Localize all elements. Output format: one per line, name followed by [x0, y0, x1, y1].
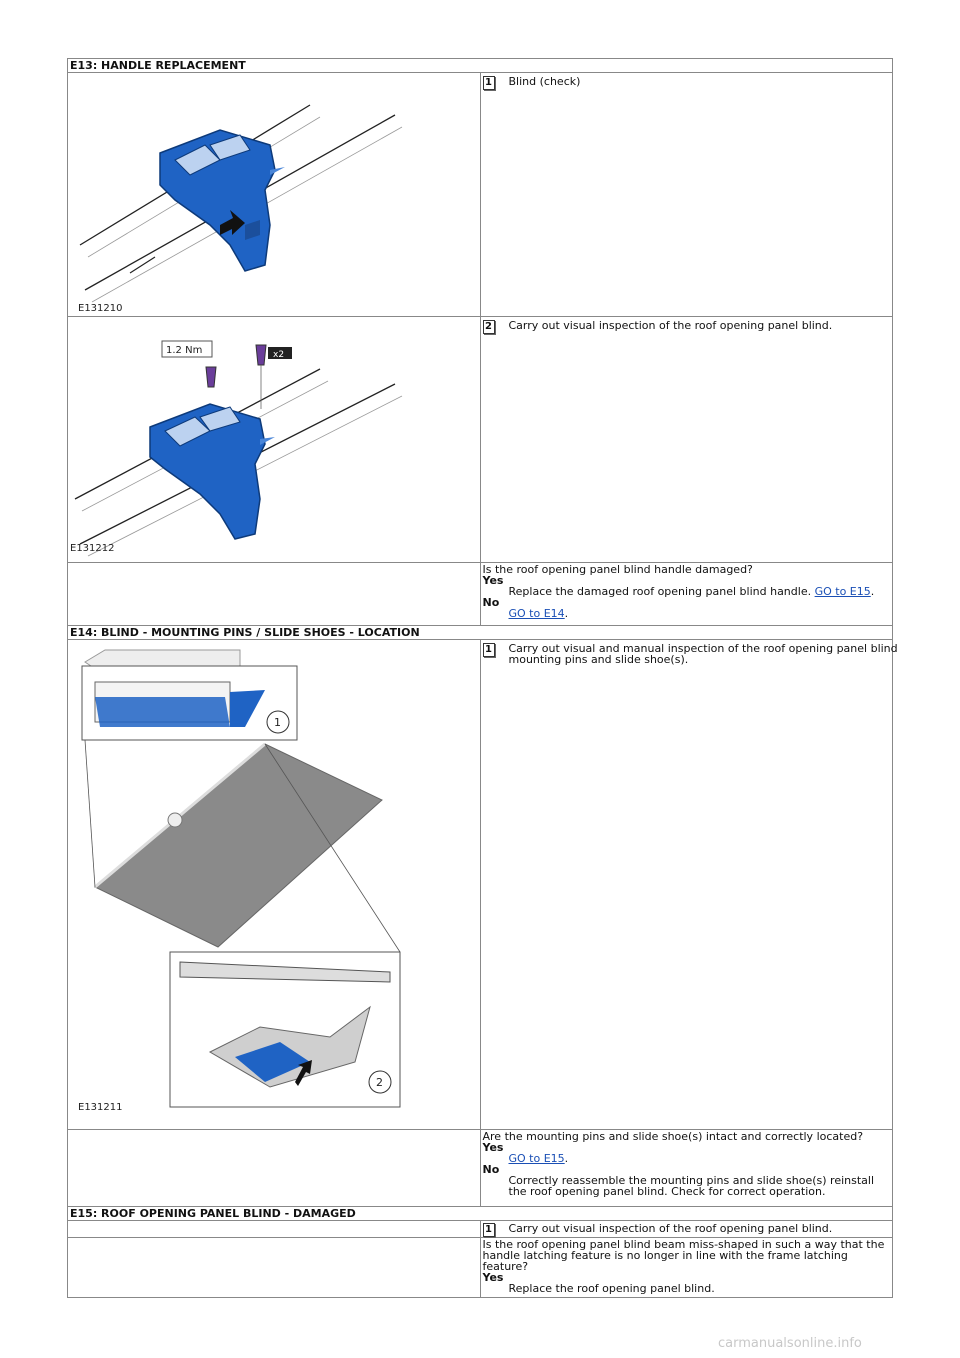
step-cell	[480, 640, 898, 1130]
figure-cell	[68, 73, 481, 317]
no-text: Correctly reassemble the mounting pins and slide shoe(s) reinstall the roof opening panel blind. Check for correct operation.	[508, 1174, 875, 1198]
step-cell	[480, 73, 893, 317]
question-cell	[480, 563, 893, 626]
question-cell	[480, 1238, 893, 1298]
go-to-e15-link[interactable]: GO to E15	[508, 1152, 565, 1165]
section-header-e13: E13: HANDLE REPLACEMENT	[68, 59, 893, 73]
section-header-e15: E15: ROOF OPENING PANEL BLIND - DAMAGED	[68, 1207, 893, 1221]
step-text: Blind (check)	[508, 75, 581, 88]
step-number: 1	[483, 643, 495, 657]
figure-e131212	[70, 319, 406, 561]
go-to-e14-link[interactable]: GO to E14	[508, 607, 565, 620]
step-text: Carry out visual inspection of the roof opening panel blind.	[508, 1222, 833, 1235]
yes-action: GO to E15.	[508, 1152, 569, 1165]
empty-cell	[68, 563, 481, 626]
procedure-table	[67, 58, 898, 1298]
question-text: Is the roof opening panel blind handle damaged?	[482, 563, 753, 576]
yes-text: Replace the damaged roof opening panel blind handle.	[508, 585, 812, 598]
yes-label: Yes	[482, 574, 504, 587]
callout-2: 2	[376, 1076, 383, 1089]
figure-e131211	[70, 642, 406, 1126]
yes-label: Yes	[482, 1271, 504, 1284]
torque-label: 1.2 Nm	[166, 345, 203, 356]
yes-label: Yes	[482, 1141, 504, 1154]
go-to-e15-link[interactable]: GO to E15	[814, 585, 871, 598]
question-text: Are the mounting pins and slide shoe(s) intact and correctly located?	[482, 1130, 864, 1143]
no-label: No	[482, 1163, 500, 1176]
watermark: carmanualsonline.info	[718, 1336, 862, 1351]
step-cell	[480, 1221, 893, 1238]
no-action: GO to E14.	[508, 607, 569, 620]
callout-1: 1	[274, 716, 281, 729]
figure-id-e131212: E131212	[70, 543, 115, 554]
figure-cell	[68, 317, 481, 563]
question-text: Is the roof opening panel blind beam miss-shaped in such a way that the handle latching feature is no longer in line with the frame latching feature?	[482, 1238, 885, 1273]
figure-id-e131210: E131210	[78, 303, 123, 314]
step-cell	[480, 317, 893, 563]
empty-cell	[68, 1221, 481, 1238]
quantity-label: x2	[273, 350, 285, 360]
yes-action: Replace the damaged roof opening panel blind handle. GO to E15.	[508, 585, 875, 598]
step-number: 1	[483, 76, 495, 90]
figure-cell	[68, 640, 481, 1130]
step-text: Carry out visual inspection of the roof opening panel blind.	[508, 319, 833, 332]
figure-e131210	[70, 75, 406, 315]
figure-id-e131211: E131211	[78, 1102, 123, 1113]
yes-text: Replace the roof opening panel blind.	[508, 1282, 715, 1295]
empty-cell	[68, 1238, 481, 1298]
no-label: No	[482, 596, 500, 609]
question-cell	[480, 1130, 893, 1207]
step-text: Carry out visual and manual inspection of the roof opening panel blind mounting pins and slide shoe(s).	[508, 642, 898, 666]
step-number: 2	[483, 320, 495, 334]
step-number: 1	[483, 1223, 495, 1237]
section-header-e14: E14: BLIND - MOUNTING PINS / SLIDE SHOES - LOCATION	[68, 626, 893, 640]
document	[67, 58, 898, 1298]
empty-cell	[68, 1130, 481, 1207]
